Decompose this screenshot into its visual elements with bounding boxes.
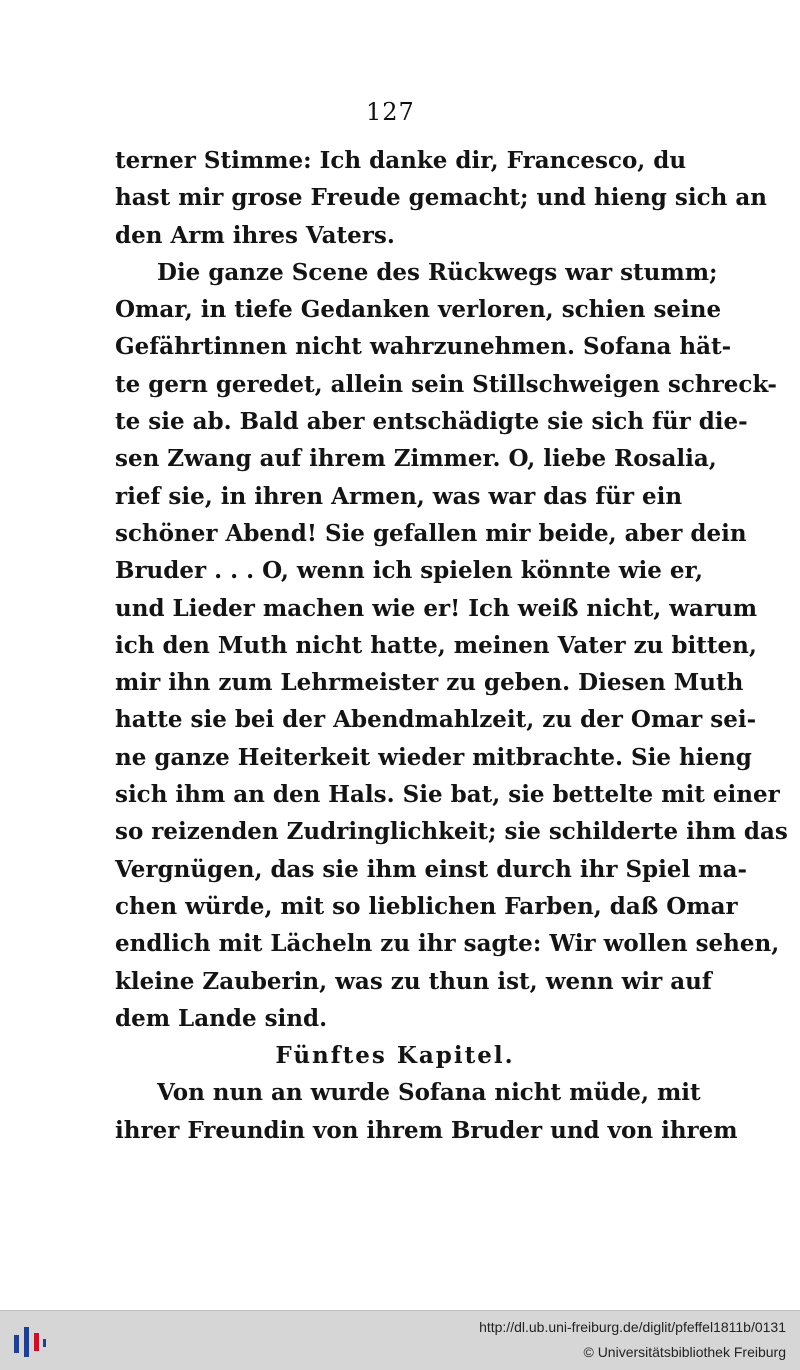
text-line: Gefährtinnen nicht wahrzunehmen. Sofana hät- (115, 333, 732, 361)
text-line: sen Zwang auf ihrem Zimmer. O, liebe Rosalia, (115, 445, 717, 473)
page-text (115, 142, 788, 1149)
text-line: mir ihn zum Lehrmeister zu geben. Diesen Muth (115, 669, 744, 697)
text-line: Die ganze Scene des Rückwegs war stumm; (157, 258, 718, 286)
ub-freiburg-logo-icon[interactable] (10, 1321, 50, 1361)
viewer-footer (0, 1310, 800, 1370)
permalink-url[interactable]: http://dl.ub.uni-freiburg.de/diglit/pfeffel1811b/0131 (479, 1319, 786, 1335)
text-line: Bruder . . . O, wenn ich spielen könnte wie er, (115, 557, 703, 585)
logo-bar-blue-center (24, 1327, 29, 1357)
text-line: sich ihm an den Hals. Sie bat, sie bettelte mit einer (115, 781, 780, 809)
logo-bar-red (34, 1333, 39, 1351)
text-line: Von nun an wurde Sofana nicht müde, mit (157, 1079, 701, 1107)
text-line: den Arm ihres Vaters. (115, 221, 395, 249)
text-line: kleine Zauberin, was zu thun ist, wenn wir auf (115, 967, 712, 995)
text-line: so reizenden Zudringlichkeit; sie schilderte ihm das (115, 818, 788, 846)
text-line: endlich mit Lächeln zu ihr sagte: Wir wollen sehen, (115, 930, 780, 958)
text-line: terner Stimme: Ich danke dir, Francesco, du (115, 147, 687, 174)
text-line: ihrer Freundin von ihrem Bruder und von ihrem (115, 1116, 738, 1144)
text-line: ich den Muth nicht hatte, meinen Vater zu bitten, (115, 631, 757, 659)
logo-bar-blue-right (43, 1339, 46, 1347)
copyright-notice: © Universitätsbibliothek Freiburg (583, 1344, 786, 1360)
text-line: dem Lande sind. (115, 1004, 328, 1032)
text-line: hatte sie bei der Abendmahlzeit, zu der Omar sei- (115, 706, 757, 734)
page-number: 127 (366, 98, 415, 126)
text-line: Vergnügen, das sie ihm einst durch ihr Spiel ma- (115, 855, 748, 883)
text-line: und Lieder machen wie er! Ich weiß nicht, warum (115, 594, 758, 622)
logo-bar-blue-left (14, 1335, 19, 1353)
text-line: schöner Abend! Sie gefallen mir beide, aber dein (115, 519, 747, 547)
text-line: hast mir grose Freude gemacht; und hieng sich an (115, 184, 767, 212)
text-line: te sie ab. Bald aber entschädigte sie sich für die- (115, 408, 748, 436)
text-line: Omar, in tiefe Gedanken verloren, schien seine (115, 296, 722, 324)
text-line: chen würde, mit so lieblichen Farben, daß Omar (115, 892, 738, 920)
text-line: rief sie, in ihren Armen, was war das für ein (115, 482, 683, 510)
chapter-heading: Fünftes Kapitel. (275, 1042, 515, 1070)
text-line: ne ganze Heiterkeit wieder mitbrachte. Sie hieng (115, 743, 752, 771)
text-line: te gern geredet, allein sein Stillschweigen schreck- (115, 370, 777, 398)
